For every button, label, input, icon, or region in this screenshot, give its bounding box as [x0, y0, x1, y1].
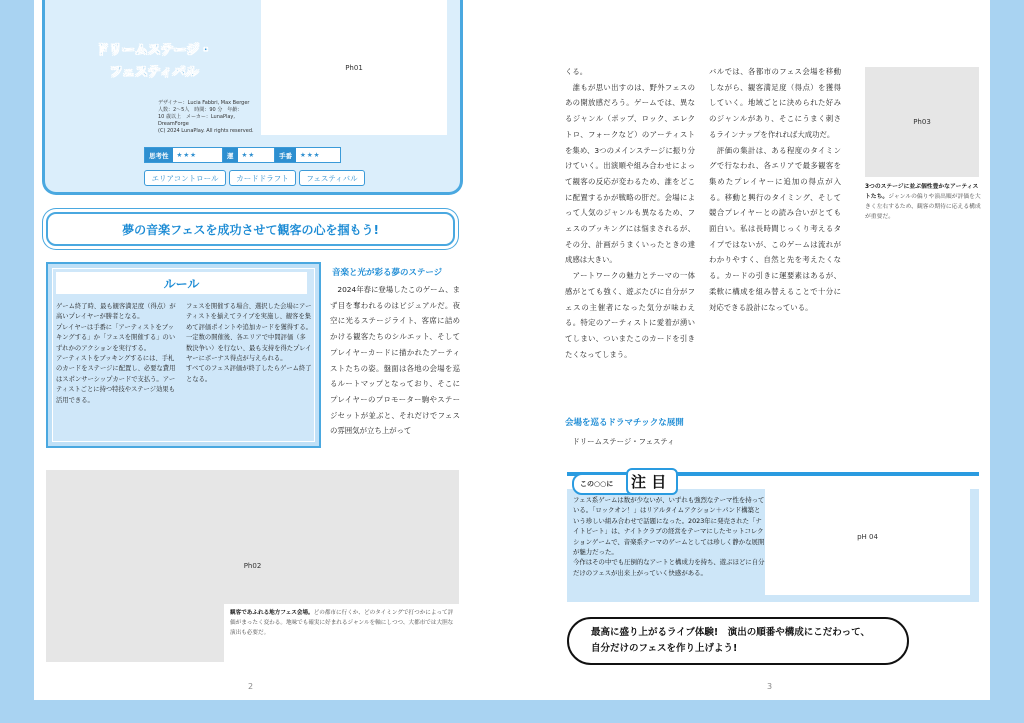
tag-card-draft: カードドラフト [229, 170, 296, 186]
section-heading-stage: 音楽と光が彩る夢のステージ [332, 268, 443, 278]
rules-column-2: フェスを開催する場合、選択した会場にアーティストを揃えてライブを実施し、観客を集めて評価ポイントや追加カードを獲得する。一定数の開催後、各エリアで中間評価（多数決争い）を行ない、最も支持を得たプレイヤーにボーナス得点が与えられる。 すべてのフェス評価が終了したらゲーム終了となる。 [186, 303, 312, 383]
right-page [511, 0, 990, 700]
rating-luck: 運 ★★ [222, 147, 277, 163]
article-body-right-col1-b: ドリームステージ・フェスティ [565, 437, 675, 446]
article-body-right-col2: バルでは、各都市のフェス会場を移動しながら、観客満足度（得点）を獲得していく。地域ごとに決められた好みのジャンルがあり、そこにうまく刺さるラインナップを作れれば大成功だ。 評価の集計は、ある程度のタイミングで行なわれ、各エリアで最多観客を集めたプレイヤーに追加の得点が入る。移動と興行のタイミング、そして競合プレイヤーとの読み合いがとても面白い。私は長時間じっくり考えるタイプではないが、このゲームは流れがわかりやすく、自然と先を考えたくなる。カードの引きに運要素はあるが、柔軟に構成を組み替えることで十分に対応できる設計になっている。 [709, 67, 841, 312]
rating-turn: 手番 ★★★ [274, 147, 341, 163]
tag-area-control: エリアコントロール [144, 170, 226, 186]
photo-04: pH 04 [765, 479, 970, 595]
article-body-right-col1: くる。 誰もが思い出すのは、野外フェスのあの開放感だろう。ゲームでは、異なるジャンル（ポップ、ロック、エレクトロ、フォークなど）のアーティストを集め、3つのメインステージに振り分けていく。出演順や組み合わせによって観客の反応が変わるため、誰をどこに配置するかが戦略の肝だ。会場によって人気のジャンルも異なるため、フェスのブッキングには悩まされるが、その分、計画がうまくいったときの達成感は大きい。 アートワークの魅力とテーマの一体感がとても強く、遊ぶたびに自分がフェスの主催者になった気分が味わえる。特定のアーティストに愛着が湧いてしまい、ついまたこのカードを引きたくなってしまう。 [565, 67, 695, 359]
closing-message: 最高に盛り上がるライブ体験! 演出の順番や構成にこだわって、 自分だけのフェスを作り上げよう! [567, 617, 909, 665]
game-credits: デザイナー：Lucia Fabbri, Max Berger 人数：2～5人 時間：90 分 年齢： 10 歳以上 メーカー：LunaPlay, DreamForge (C) 2024 LunaPlay. All rights reserved. [158, 100, 254, 134]
attention-text: フェス系ゲームは数が少ないが、いずれも強烈なテーマ性を持っている。「ロックオン！」はリアルタイムアクション＋パンド構築という珍しい組み合わせで話題になった。2023年に発売された「ナイトビート」は、ナイトクラブの経営をテーマにしたセットコレクションゲームで、音楽系テーマのゲームとしては珍しく静かな展開が魅力だった。 今作はその中でも圧倒的なアートと構成力を持ち、遊ぶほどに自分だけのフェスが出来上がっていく快感がある。 [573, 496, 765, 577]
photo-03: Ph03 [865, 67, 979, 177]
game-title: ドリームステージ・ フェスティバル [95, 43, 213, 80]
section-heading-venue: 会場を巡るドラマチックな展開 [565, 418, 684, 428]
photo-02: Ph02 [46, 470, 459, 662]
rules-column-1: ゲーム終了時、最も観客満足度（得点）が高いプレイヤーが勝者となる。 プレイヤーは手番に「アーティストをブッキングする」か「フェスを開催する」のいずれかのアクションを実行する。 アーティストをブッキングするには、手札のカードをステージに配置し、必要な費用はスポンサーシップカードで支払う。アーティストごとに持つ特技やステージ効果も活用できる。 [56, 303, 176, 404]
left-page [34, 0, 513, 700]
page-number-right: 3 [767, 682, 773, 691]
attention-label: この○○に [572, 473, 658, 495]
catchphrase-banner: 夢の音楽フェスを成功させて観客の心を掴もう! [46, 212, 455, 246]
rules-heading: ルール [56, 272, 307, 294]
photo-01: Ph01 [261, 0, 447, 135]
rating-thinking: 思考性 ★★★ [144, 147, 234, 163]
attention-big: 注 目 [631, 473, 667, 491]
page-number-left: 2 [248, 682, 254, 691]
tag-festival: フェスティバル [299, 170, 365, 186]
caption-02: 観客であふれる地方フェス会場。どの都市に行くか、どのタイミングで打つかによって評価がまったく変わる。地味でも確実に好まれるジャンルを軸にしつつ、大都市では大胆な演出も必要だ。 [230, 610, 454, 636]
caption-03: 3つのステージに並ぶ個性豊かなアーティストたち。ジャンルの偏りや演出順が評価を大きく左右するため、観客の期待に応える構成が重要だ。 [865, 184, 981, 220]
article-body-left: 2024年春に登場したこのゲーム、まず目を奪われるのはビジュアルだ。夜空に光るステージライト、客席に詰めかける観客たちのシルエット、そしてプレイヤーカードに描かれたアーティストたちの姿。盤面は各地の会場を巡るルートマップとなっており、そこにプレイヤーのプロモーター駒やステージセットが並ぶと、それだけでフェスの雰囲気が立ち上がって [330, 285, 460, 436]
